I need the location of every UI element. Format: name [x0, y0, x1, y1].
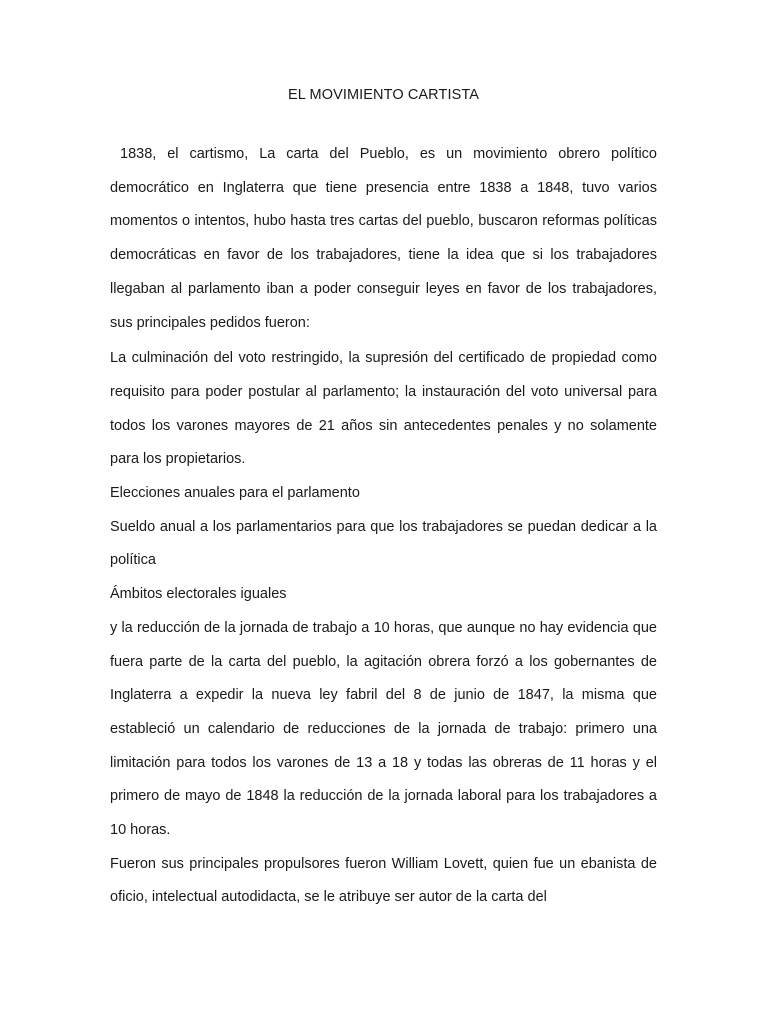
paragraph-elecciones: Elecciones anuales para el parlamento — [110, 485, 360, 502]
paragraph-intro: 1838, el cartismo, La carta del Pueblo, es un movimiento obrero político democrático en Inglaterra que tiene presencia entre 1838 a 1848, tuvo varios momentos o intentos, hubo hasta tres cartas del pueblo, buscaron reformas políticas democráticas en favor de los trabajadores, tiene la idea que si los trabajadores llegaban al parlamento iban a poder conseguir leyes en favor de los trabajadores, sus principales pedidos fueron: — [110, 146, 657, 331]
paragraph-voto: La culminación del voto restringido, la supresión del certificado de propiedad como requisito para poder postular al parlamento; la instauración del voto universal para todos los varones mayores de 21 años sin antecedentes penales y no solamente para los propietarios. — [110, 350, 657, 468]
paragraph-sueldo: Sueldo anual a los parlamentarios para que los trabajadores se puedan dedicar a la política — [110, 518, 657, 569]
document-body — [110, 138, 657, 915]
document-title: EL MOVIMIENTO CARTISTA — [288, 87, 479, 103]
document-page — [110, 0, 657, 1024]
paragraph-propulsores: Fueron sus principales propulsores fueron William Lovett, quien fue un ebanista de oficio, intelectual autodidacta, se le atribuye ser autor de la carta del — [110, 855, 657, 906]
paragraph-ambitos: Ámbitos electorales iguales — [110, 586, 287, 603]
paragraph-jornada: y la reducción de la jornada de trabajo a 10 horas, que aunque no hay evidencia que fuera parte de la carta del pueblo, la agitación obrera forzó a los gobernantes de Inglaterra a expedir la nueva ley fabril del 8 de junio de 1847, la misma que estableció un calendario de reducciones de la jornada de trabajo: primero una limitación para todos los varones de 13 a 18 y todas las obreras de 11 horas y el primero de mayo de 1848 la reducción de la jornada laboral para los trabajadores a 10 horas. — [110, 619, 657, 839]
